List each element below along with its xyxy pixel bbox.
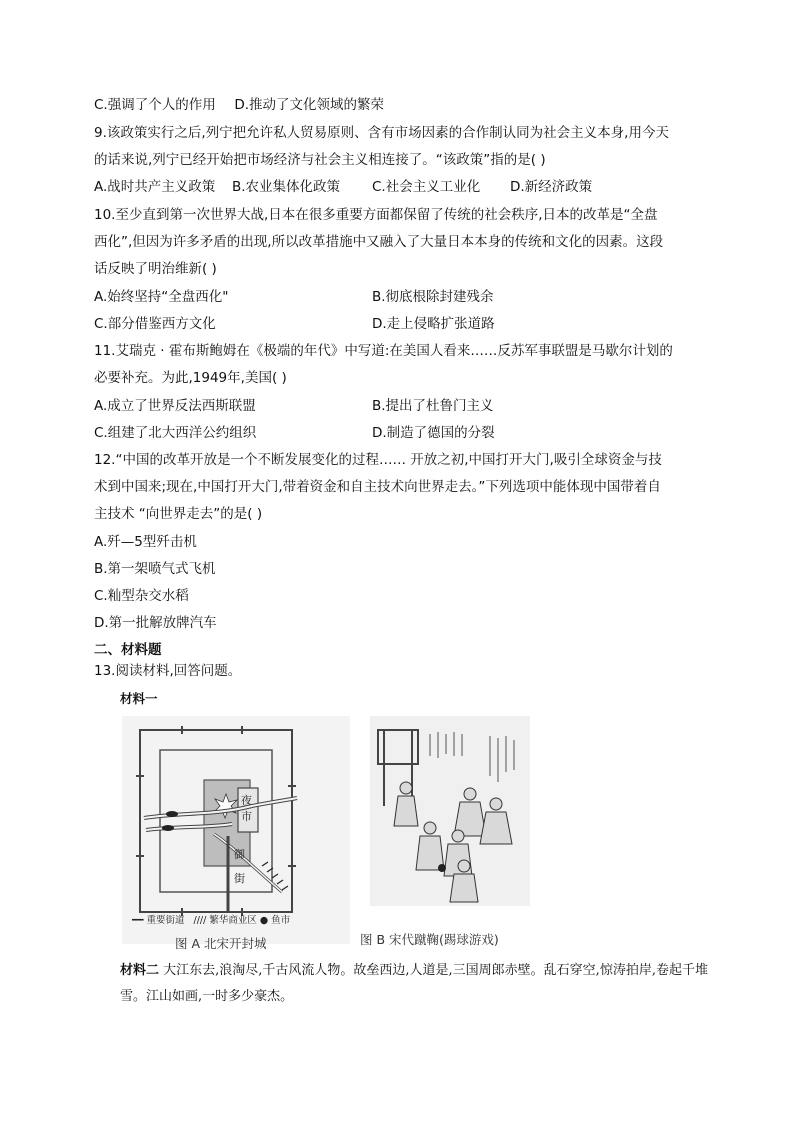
q10-option-a: A.始终坚持“全盘西化" — [94, 289, 229, 305]
q10-option-b: B.彻底根除封建残余 — [372, 289, 494, 305]
figure-a-map — [122, 716, 350, 944]
material1-label: 材料一 — [120, 691, 158, 706]
q11-option-c: C.组建了北大西洋公约组织 — [94, 425, 257, 441]
legend-street-label: 重要街道 — [146, 915, 185, 926]
q12-stem-line2: 术到中国来;现在,中国打开大门,带着资金和自主技术向世界走去。”下列选项中能体现中国带着自 — [94, 479, 661, 495]
figure-b-cuju-illustration — [370, 716, 530, 906]
legend-fish-icon: ● — [259, 915, 269, 926]
figure-b-caption: 图 B 宋代蹴鞠(踢球游戏) — [360, 932, 499, 947]
q12-stem-line1: 12.“中国的改革开放是一个不断发展变化的过程…… 开放之初,中国打开大门,吸引全球资金与技 — [94, 452, 662, 468]
cuju-svg — [370, 716, 530, 906]
q12-option-c: C.籼型杂交水稻 — [94, 588, 189, 604]
q9-option-d: D.新经济政策 — [510, 179, 593, 195]
legend-fish-label: 鱼市 — [271, 915, 291, 926]
q11-option-b: B.提出了杜鲁门主义 — [372, 398, 494, 414]
q8-option-c: C.强调了个人的作用 — [94, 97, 216, 113]
q9-option-a: A.战时共产主义政策 — [94, 179, 216, 195]
kaifeng-map-svg — [122, 716, 350, 944]
q12-option-d: D.第一批解放牌汽车 — [94, 615, 217, 631]
q10-stem-line2: 西化”,但因为许多矛盾的出现,所以改革措施中又融入了大量日本本身的传统和文化的因素。这段 — [94, 234, 664, 250]
q10-option-d: D.走上侵略扩张道路 — [372, 316, 495, 332]
q12-stem-line3: 主技术 “向世界走去”的是( ) — [94, 506, 263, 522]
map-label-night-market-2: 市 — [241, 810, 252, 823]
q9-option-b: B.农业集体化政策 — [232, 179, 341, 195]
q11-option-d: D.制造了德国的分裂 — [372, 425, 495, 441]
q10-option-c: C.部分借鉴西方文化 — [94, 316, 216, 332]
material2-label: 材料二 — [120, 963, 160, 978]
q11-option-a: A.成立了世界反法西斯联盟 — [94, 398, 256, 414]
material2-body: 大江东去,浪淘尽,千古风流人物。故垒西边,人道是,三国周郎赤壁。乱石穿空,惊涛拍岸,卷起千堆雪。江山如画,一时多少豪杰。 — [120, 963, 708, 1004]
q8-options-row — [94, 96, 384, 114]
q10-stem-line3: 话反映了明治维新( ) — [94, 261, 217, 277]
map-label-night-market-1: 夜 — [241, 794, 252, 807]
legend-commerce-icon: //// — [193, 915, 207, 926]
material2-text — [120, 958, 720, 1010]
legend-street-icon: ━━ — [132, 915, 144, 926]
q10-stem-line1: 10.至少直到第一次世界大战,日本在很多重要方面都保留了传统的社会秩序,日本的改革是“全盘 — [94, 207, 658, 223]
q9-option-c: C.社会主义工业化 — [372, 179, 481, 195]
q9-stem-line2: 的话来说,列宁已经开始把市场经济与社会主义相连接了。“该政策”指的是( ) — [94, 152, 546, 168]
q9-stem-line1: 9.该政策实行之后,列宁把允许私人贸易原则、含有市场因素的合作制认同为社会主义本身,用今天 — [94, 125, 669, 141]
q11-stem-line2: 必要补充。为此,1949年,美国( ) — [94, 370, 287, 386]
q8-option-d: D.推动了文化领域的繁荣 — [234, 97, 384, 113]
q11-stem-line1: 11.艾瑞克 · 霍布斯鲍姆在《极端的年代》中写道:在美国人看来……反苏军事联盟是马歇尔计划的 — [94, 343, 673, 359]
q12-option-a: A.歼—5型歼击机 — [94, 534, 197, 550]
map-label-yujie-2: 街 — [234, 872, 245, 885]
q12-option-b: B.第一架喷气式飞机 — [94, 561, 216, 577]
section-title: 二、材料题 — [94, 642, 162, 658]
map-label-yujie-1: 御 — [234, 848, 245, 861]
figure-a-caption: 图 A 北宋开封城 — [175, 936, 267, 951]
q13-stem: 13.阅读材料,回答问题。 — [94, 663, 242, 679]
legend-commerce-label: 繁华商业区 — [209, 915, 257, 926]
map-legend — [132, 912, 290, 926]
